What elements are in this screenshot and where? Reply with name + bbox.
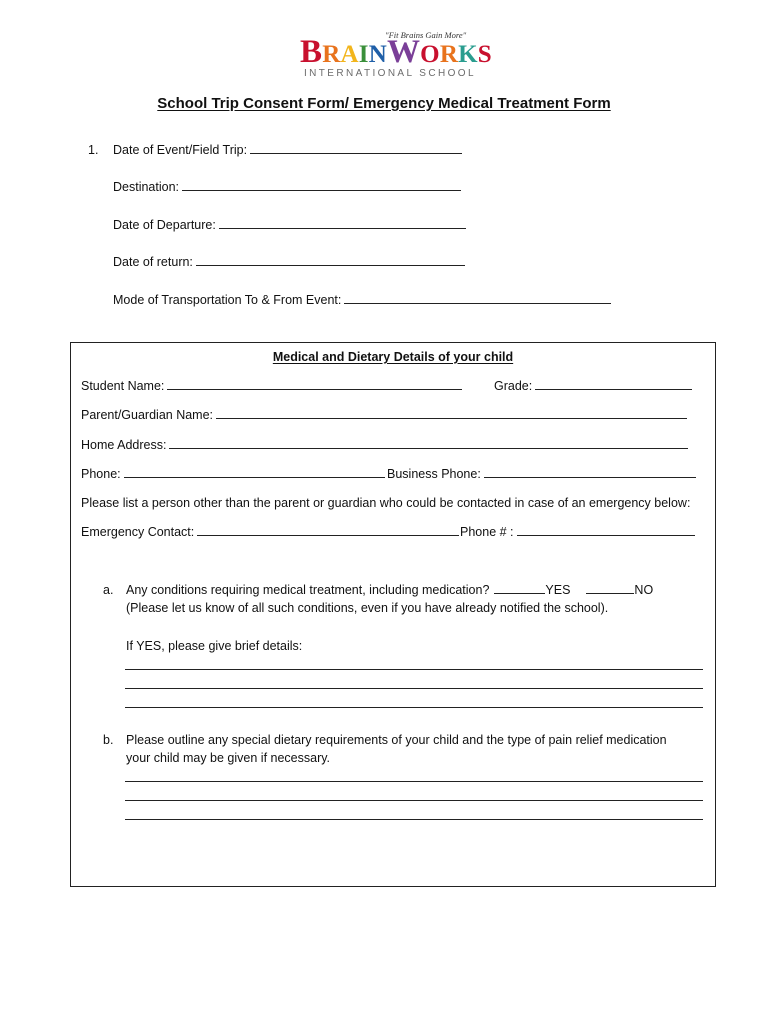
emergency-contact-label: Emergency Contact: (81, 525, 195, 539)
student-name-input-line[interactable] (167, 379, 462, 390)
business-phone-field (387, 467, 696, 481)
emergency-note: Please list a person other than the parent or guardian who could be contacted in case of an emergency below: (81, 496, 691, 510)
details-line-3[interactable] (125, 707, 703, 708)
dietary-line-3[interactable] (125, 819, 703, 820)
brand-letter: N (368, 41, 387, 68)
school-logo (300, 36, 492, 69)
phone-input-line[interactable] (124, 467, 385, 478)
section-number: 1. (88, 143, 99, 157)
emergency-contact-input-line[interactable] (197, 525, 459, 536)
no-input-line[interactable] (586, 583, 634, 594)
yes-label: YES (545, 583, 571, 597)
grade-field (494, 379, 692, 393)
dietary-line-2[interactable] (125, 800, 703, 801)
brand-letter: R (439, 41, 459, 68)
medical-conditions-note: (Please let us know of all such conditions, even if you have already notified the school). (126, 601, 609, 615)
business-phone-input-line[interactable] (484, 467, 696, 478)
brand-letter: W (386, 34, 421, 70)
return-date-input-line[interactable] (196, 255, 465, 266)
yes-input-line[interactable] (494, 583, 545, 594)
brand-letter: R (322, 41, 341, 68)
brand-letter: B (300, 34, 323, 70)
medical-conditions-label: Any conditions requiring medical treatment, including medication? (126, 583, 490, 597)
details-line-2[interactable] (125, 688, 703, 689)
return-date-label: Date of return: (113, 255, 193, 269)
phone-label: Phone: (81, 467, 121, 481)
dietary-line-1[interactable] (125, 781, 703, 782)
brand-letter: O (420, 41, 440, 68)
student-name-field (81, 379, 462, 393)
no-label: NO (634, 583, 654, 597)
destination-field (113, 180, 461, 194)
details-line-1[interactable] (125, 669, 703, 670)
transportation-label: Mode of Transportation To & From Event: (113, 293, 342, 307)
business-phone-label: Business Phone: (387, 467, 481, 481)
grade-input-line[interactable] (535, 379, 692, 390)
event-date-label: Date of Event/Field Trip: (113, 143, 248, 157)
event-date-field (113, 143, 462, 157)
phone-field (81, 467, 385, 481)
transportation-input-line[interactable] (344, 293, 611, 304)
medical-heading: Medical and Dietary Details of your child (272, 350, 514, 364)
brand-letter: K (458, 41, 478, 68)
parent-name-field (81, 408, 687, 422)
emergency-contact-field (81, 525, 459, 539)
parent-name-label: Parent/Guardian Name: (81, 408, 214, 422)
dietary-question-line-2: your child may be given if necessary. (126, 751, 331, 765)
transportation-field (113, 293, 611, 307)
item-b-marker: b. (103, 733, 114, 747)
event-date-input-line[interactable] (250, 143, 462, 154)
school-tagline: "Fit Brains Gain More" (385, 30, 467, 40)
destination-input-line[interactable] (182, 180, 461, 191)
home-address-input-line[interactable] (169, 438, 688, 449)
brand-letter: I (358, 41, 369, 68)
brand-letter: S (477, 41, 492, 68)
medical-conditions-question (126, 583, 653, 597)
parent-name-input-line[interactable] (216, 408, 687, 419)
page-title: School Trip Consent Form/ Emergency Medical Treatment Form (157, 95, 611, 112)
departure-date-label: Date of Departure: (113, 218, 216, 232)
destination-label: Destination: (113, 180, 180, 194)
brand-letter: A (340, 41, 359, 68)
emergency-phone-label: Phone # : (460, 525, 514, 539)
grade-label: Grade: (494, 379, 533, 393)
home-address-label: Home Address: (81, 438, 167, 452)
item-a-marker: a. (103, 583, 114, 597)
emergency-phone-input-line[interactable] (517, 525, 695, 536)
return-date-field (113, 255, 465, 269)
departure-date-input-line[interactable] (219, 218, 466, 229)
departure-date-field (113, 218, 466, 232)
dietary-question-line-1: Please outline any special dietary requirements of your child and the type of pain relief medication (126, 733, 667, 747)
home-address-field (81, 438, 688, 452)
if-yes-details-label: If YES, please give brief details: (126, 639, 303, 653)
student-name-label: Student Name: (81, 379, 165, 393)
emergency-phone-field (460, 525, 695, 539)
school-subtitle: INTERNATIONAL SCHOOL (304, 68, 476, 79)
